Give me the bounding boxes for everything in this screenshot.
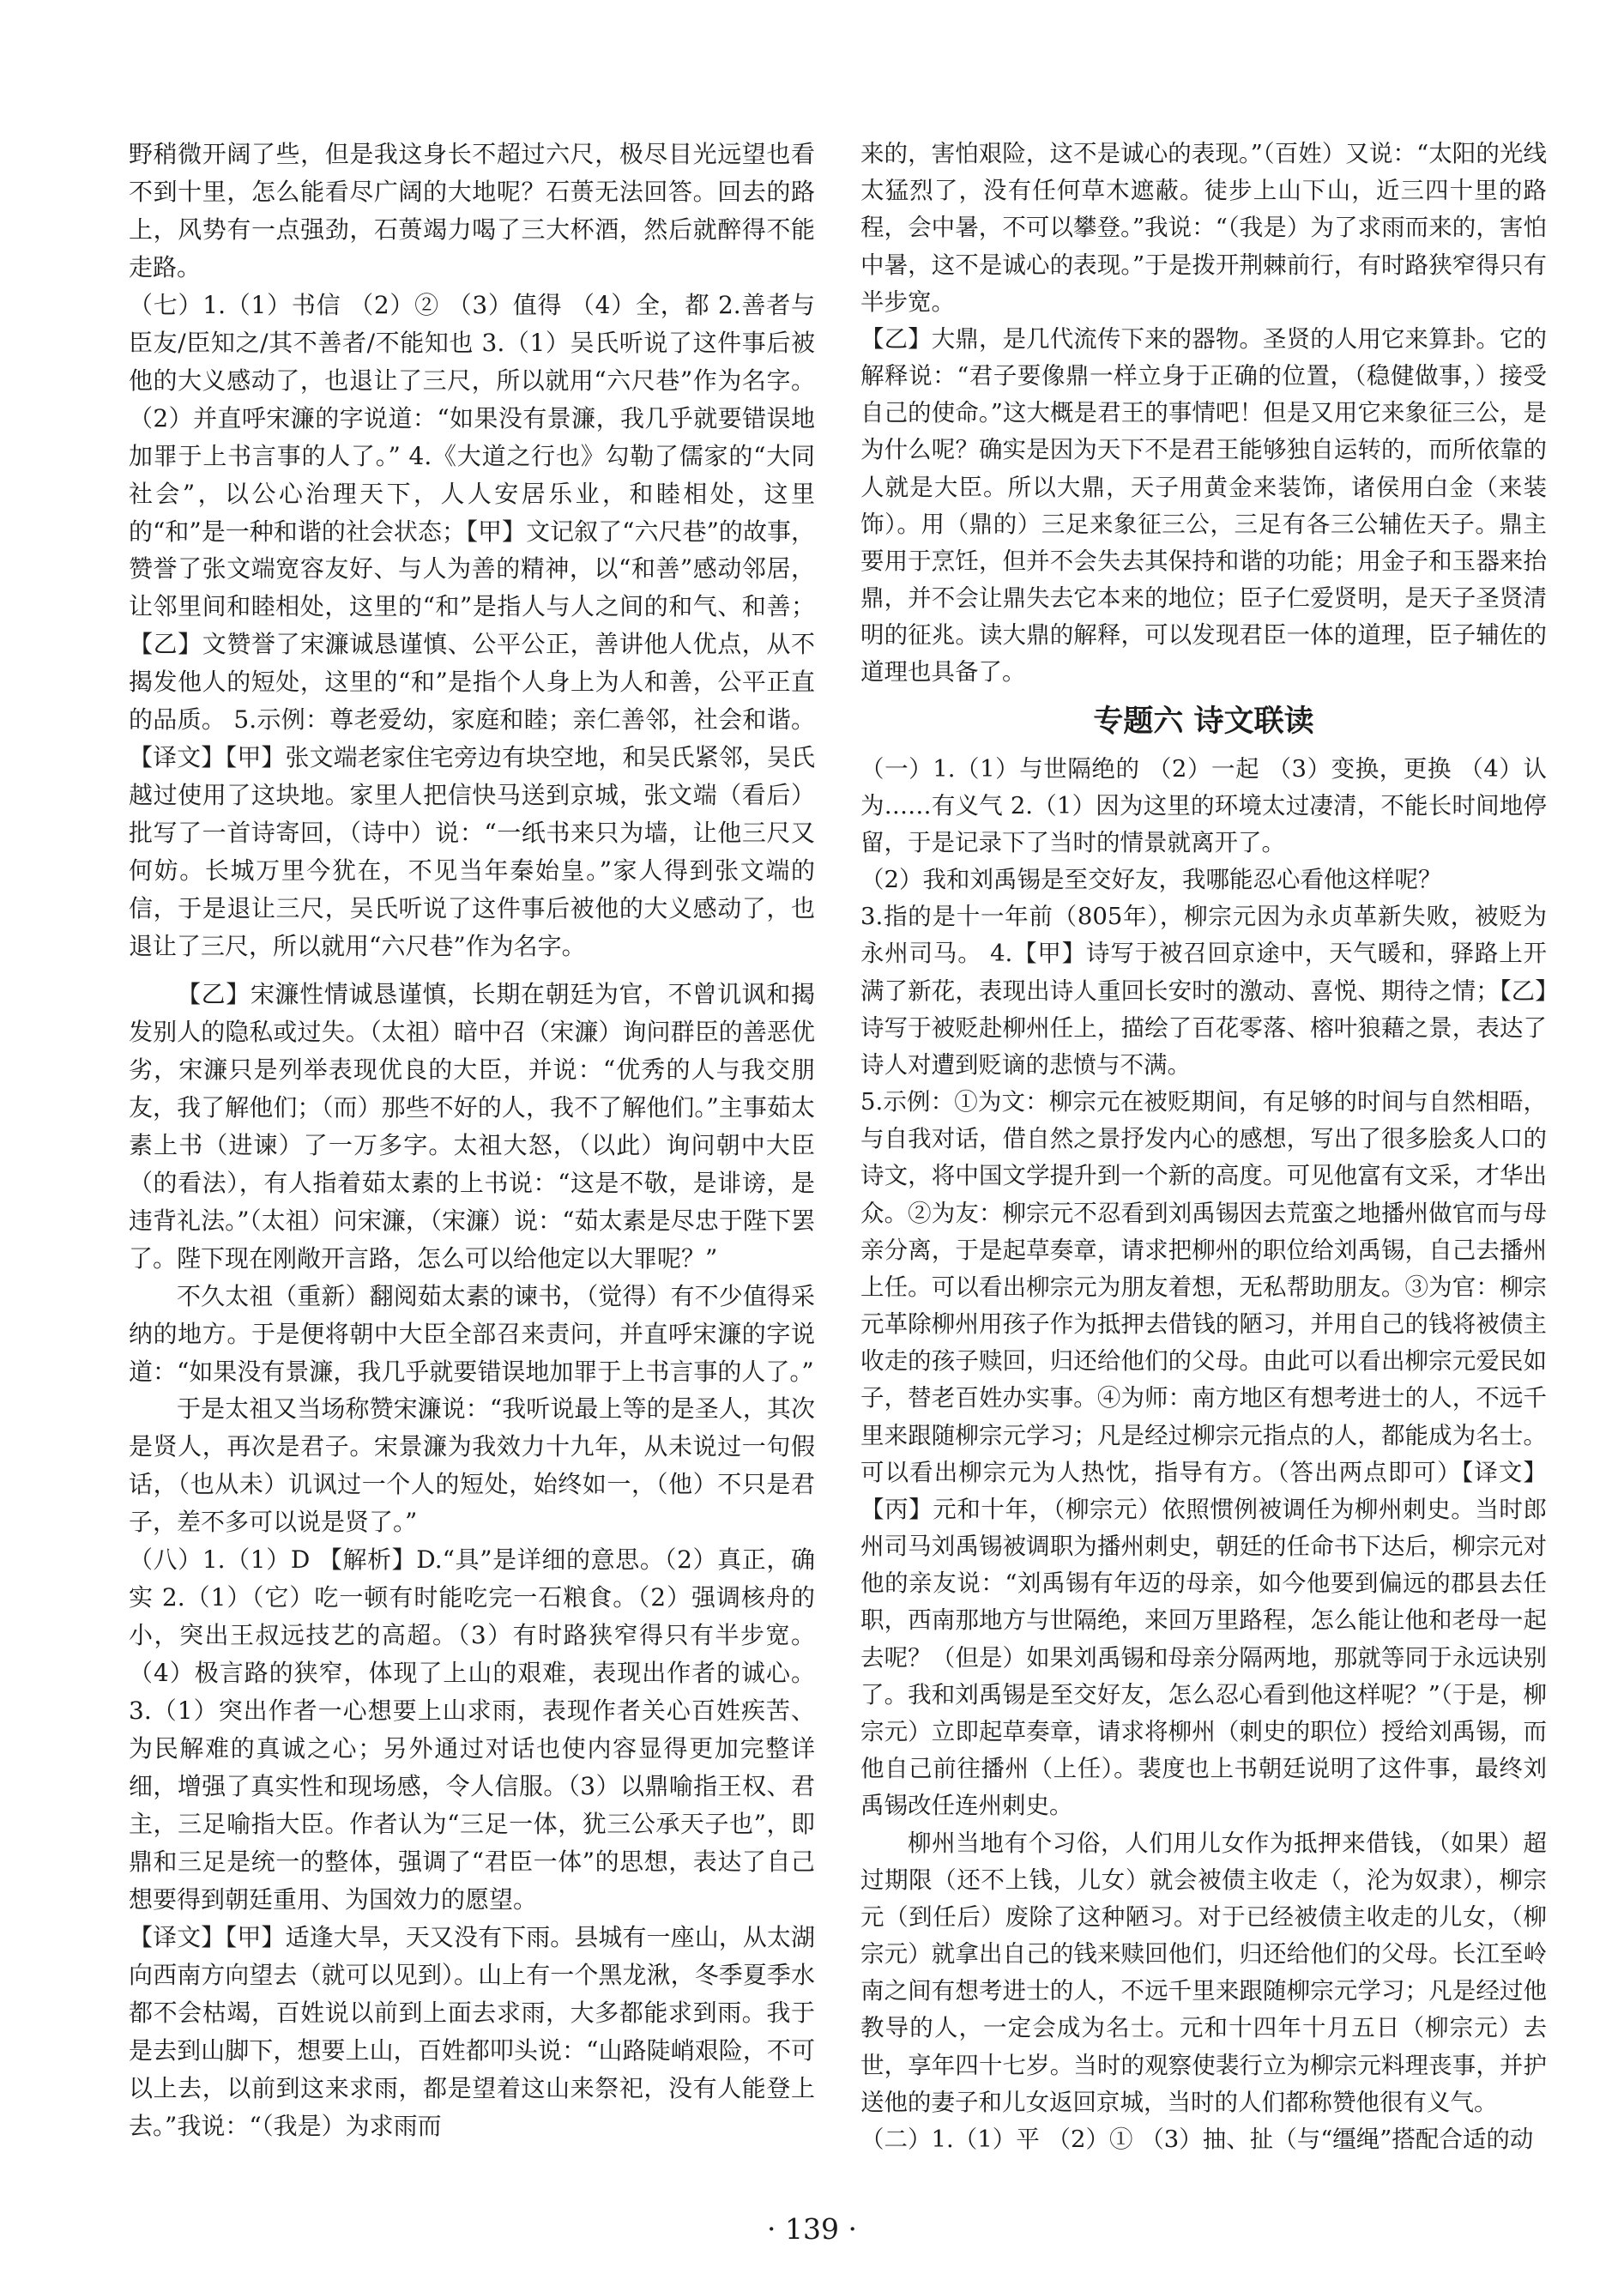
page-number: · 139 · xyxy=(767,2212,857,2246)
text-paragraph: 不久太祖（重新）翻阅茹太素的谏书，（觉得）有不少值得采纳的地方。于是便将朝中大臣全部召来责问，并直呼宋濂的字说道：“如果没有景濂，我几乎就要错误地加罪于上书言事的人了。” xyxy=(129,1281,815,1386)
text-paragraph: （七）1.（1）书信 （2）② （3）值得 （4）全，都 2.善者与臣友/臣知之/其不善者/不能知也 3.（1）吴氏听说了这件事后被他的大义感动了，也退让了三尺，所以就用“六尺巷”作为名字。（2）并直呼宋濂的字说道：“如果没有景濂，我几乎就要错误地加罪于上书言事的人了。” 4.《大道之行也》勾勒了儒家的“大同社会”，以公心治理天下，人人安居乐业，和睦相处，这里的“和”是一种和谐的社会状态；【甲】文记叙了“六尺巷”的故事，赞誉了张文端宽容友好、与人为善的精神，以“和善”感动邻居，让邻里间和睦相处，这里的“和”是指人与人之间的和气、和善；【乙】文赞誉了宋濂诚恳谨慎、公平公正，善讲他人优点，从不揭发他人的短处，这里的“和”是指个人身上为人和善，公平正直的品质。 5.示例：尊老爱幼，家庭和睦；亲仁善邻，社会和谐。 【译文】【甲】张文端老家住宅旁边有块空地，和吴氏紧邻，吴氏越过使用了这块地。家里人把信快马送到京城，张文端（看后）批写了一首诗寄回，（诗中）说：“一纸书来只为墙，让他三尺又何妨。长城万里今犹在，不见当年秦始皇。”家人得到张文端的信，于是退让三尺，吴氏听说了这件事后被他的大义感动了，也退让了三尺，所以就用“六尺巷”作为名字。 xyxy=(129,290,815,961)
right-column xyxy=(860,136,1547,2158)
text-paragraph: 5.示例：①为文：柳宗元在被贬期间，有足够的时间与自然相晤，与自我对话，借自然之景抒发内心的感想，写出了很多脍炙人口的诗文，将中国文学提升到一个新的高度。可见他富有文采，才华出众。②为友：柳宗元不忍看到刘禹锡因去荒蛮之地播州做官而与母亲分离，于是起草奏章，请求把柳州的职位给刘禹锡，自己去播州上任。可以看出柳宗元为朋友着想，无私帮助朋友。③为官：柳宗元革除柳州用孩子作为抵押去借钱的陋习，并用自己的钱将被债主收走的孩子赎回，归还给他们的父母。由此可以看出柳宗元爱民如子，替老百姓办实事。④为师：南方地区有想考进士的人，不远千里来跟随柳宗元学习；凡是经过柳宗元指点的人，都能成为名士。可以看出柳宗元为人热忱，指导有方。（答出两点即可）【译文】【丙】元和十年，（柳宗元）依照惯例被调任为柳州刺史。当时郎州司马刘禹锡被调职为播州刺史，朝廷的任命书下达后，柳宗元对他的亲友说：“刘禹锡有年迈的母亲，如今他要到偏远的郡县去任职，西南那地方与世隔绝，来回万里路程，怎么能让他和老母一起去呢？（但是）如果刘禹锡和母亲分隔两地，那就等同于永远诀别了。我和刘禹锡是至交好友，怎么忍心看到他这样呢？”（于是，柳宗元）立即起草奏章，请求将柳州（刺史的职位）授给刘禹锡，而他自己前往播州（上任）。裴度也上书朝廷说明了这件事，最终刘禹锡改任连州刺史。 xyxy=(860,1088,1547,1820)
text-paragraph: 来的，害怕艰险，这不是诚心的表现。”（百姓）又说：“太阳的光线太猛烈了，没有任何草木遮蔽。徒步上山下山，近三四十里的路程，会中暑，不可以攀登。”我说：“（我是）为了求雨而来的，害怕中暑，这不是诚心的表现。”于是拨开荆棘前行，有时路狭窄得只有半步宽。 xyxy=(860,140,1547,316)
text-paragraph: （2）我和刘禹锡是至交好友，我哪能忍心看他这样呢？ xyxy=(860,866,1442,894)
left-column xyxy=(129,136,815,2145)
text-paragraph: （一）1.（1）与世隔绝的 （2）一起 （3）变换，更换 （4）认为……有义气 2.（1）因为这里的环境太过凄清，不能长时间地停留，于是记录下了当时的情景就离开了。 xyxy=(860,754,1547,856)
text-paragraph: 3.指的是十一年前（805年），柳宗元因为永贞革新失败，被贬为永州司马。 4.【甲】诗写于被召回京途中，天气暖和，驿路上开满了新花，表现出诗人重回长安时的激动、喜悦、期待之情；【乙】诗写于被贬赴柳州任上，描绘了百花零落、榕叶狼藉之景，表达了诗人对遭到贬谪的悲愤与不满。 xyxy=(860,903,1547,1079)
text-paragraph: 【乙】大鼎，是几代流传下来的器物。圣贤的人用它来算卦。它的解释说：“君子要像鼎一样立身于正确的位置，（稳健做事，）接受自己的使命。”这大概是君王的事情吧！但是又用它来象征三公，是为什么呢？确实是因为天下不是君王能够独自运转的，而所依靠的人就是大臣。所以大鼎，天子用黄金来装饰，诸侯用白金（来装饰）。用（鼎的）三足来象征三公，三足有各三公辅佐天子。鼎主要用于烹饪，但并不会失去其保持和谐的功能；用金子和玉器来抬鼎，并不会让鼎失去它本来的地位；臣子仁爱贤明，是天子圣贤清明的征兆。读大鼎的解释，可以发现君臣一体的道理，臣子辅佐的道理也具备了。 xyxy=(860,324,1547,686)
section-heading: 专题六 诗文联读 xyxy=(1093,704,1314,739)
text-paragraph: （八）1.（1）D 【解析】D.“具”是详细的意思。（2）真正，确实 2.（1）（它）吃一顿有时能吃完一石粮食。（2）强调核舟的小，突出王叔远技艺的高超。（3）有时路狭窄得只有半步宽。（4）极言路的狭窄，体现了上山的艰难，表现出作者的诚心。 3.（1）突出作者一心想要上山求雨，表现作者关心百姓疾苦、为民解难的真诚之心；另外通过对话也使内容显得更加完整详细，增强了真实性和现场感，令人信服。（3）以鼎喻指王权、君主，三足喻指大臣。作者认为“三足一体，犹三公承天子也”，即鼎和三足是统一的整体，强调了“君臣一体”的思想，表达了自己想要得到朝廷重用、为国效力的愿望。 xyxy=(129,1545,815,1914)
text-paragraph: 【乙】宋濂性情诚恳谨慎，长期在朝廷为官，不曾讥讽和揭发别人的隐私或过失。（太祖）暗中召（宋濂）询问群臣的善恶优劣，宋濂只是列举表现优良的大臣，并说：“优秀的人与我交朋友，我了解他们；（而）那些不好的人，我不了解他们。”主事茹太素上书（进谏）了一万多字。太祖大怒，（以此）询问朝中大臣（的看法），有人指着茹太素的上书说：“这是不敬，是诽谤，是违背礼法。”（太祖）问宋濂，（宋濂）说：“茹太素是尽忠于陛下罢了。陛下现在刚敞开言路，怎么可以给他定以大罪呢？” xyxy=(129,979,815,1273)
text-paragraph: 【译文】【甲】适逢大旱，天又没有下雨。县城有一座山，从太湖向西南方向望去（就可以见到）。山上有一个黑龙湫，冬季夏季水都不会枯竭，百姓说以前到上面去求雨，大多都能求到雨。我于是去到山脚下，想要上山，百姓都叩头说：“山路陡峭艰险，不可以上去，以前到这来求雨，都是望着这山来祭祀，没有人能登上去。”我说：“（我是）为求雨而 xyxy=(129,1922,815,2140)
text-paragraph: 柳州当地有个习俗，人们用儿女作为抵押来借钱，（如果）超过期限（还不上钱，儿女）就会被债主收走（，沦为奴隶），柳宗元（到任后）废除了这种陋习。对于已经被债主收走的儿女，（柳宗元）就拿出自己的钱来赎回他们，归还给他们的父母。长江至岭南之间有想考进士的人，不远千里来跟随柳宗元学习；凡是经过他教导的人，一定会成为名士。元和十四年十月五日（柳宗元）去世，享年四十七岁。当时的观察使裴行立为柳宗元料理丧事，并护送他的妻子和儿女返回京城，当时的人们都称赞他很有义气。 xyxy=(860,1829,1547,2116)
text-paragraph: 野稍微开阔了些，但是我这身长不超过六尺，极尽目光远望也看不到十里，怎么能看尽广阔的大地呢？石蒉无法回答。回去的路上，风势有一点强劲，石蒉竭力喝了三大杯酒，然后就醉得不能走路。 xyxy=(129,140,815,281)
text-paragraph: （二）1.（1）平 （2）① （3）抽、扯（与“缰绳”搭配合适的动 xyxy=(860,2125,1534,2153)
text-paragraph: 于是太祖又当场称赞宋濂说：“我听说最上等的是圣人，其次是贤人，再次是君子。宋景濂为我效力十九年，从未说过一句假话，（也从未）讥讽过一个人的短处，始终如一，（他）不只是君子，差不多可以说是贤了。” xyxy=(129,1394,815,1537)
